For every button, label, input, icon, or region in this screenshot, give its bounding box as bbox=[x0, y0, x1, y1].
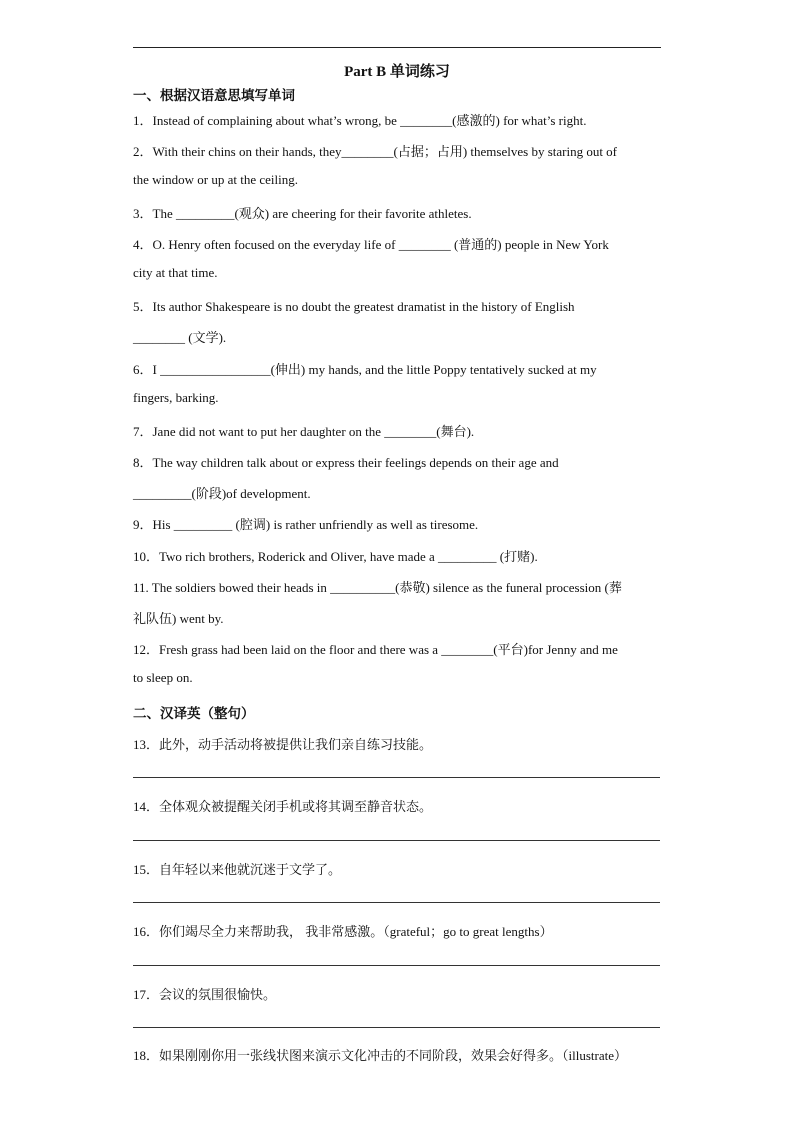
answer-line[interactable] bbox=[133, 965, 660, 966]
question-line: 3．The _________(观众) are cheering for their favorite athletes. bbox=[133, 206, 472, 221]
translation-item: 16．你们竭尽全力来帮助我， 我非常感激。（grateful；go to great lengths） bbox=[133, 924, 553, 939]
question-line: 1．Instead of complaining about what’s wrong, be ________(感激的) for what’s right. bbox=[133, 113, 587, 128]
question-line: city at that time. bbox=[133, 265, 218, 280]
question-line: 11. The soldiers bowed their heads in __________(恭敬) silence as the funeral procession (葬 bbox=[133, 580, 622, 595]
question-line: the window or up at the ceiling. bbox=[133, 172, 298, 187]
question-line: 12．Fresh grass had been laid on the floor and there was a ________(平台)for Jenny and me bbox=[133, 642, 618, 657]
page-title: Part B 单词练习 bbox=[344, 64, 450, 80]
top-rule bbox=[133, 47, 661, 48]
translation-item: 13．此外，动手活动将被提供让我们亲自练习技能。 bbox=[133, 737, 433, 752]
question-line: 6．I _________________(伸出) my hands, and the little Poppy tentatively sucked at my bbox=[133, 362, 597, 377]
question-line: 9．His _________ (腔调) is rather unfriendly as well as tiresome. bbox=[133, 517, 479, 532]
question-line: 礼队伍) went by. bbox=[133, 611, 224, 626]
question-line: 7．Jane did not want to put her daughter on the ________(舞台). bbox=[133, 424, 475, 439]
translation-item: 17．会议的氛围很愉快。 bbox=[133, 987, 277, 1002]
answer-line[interactable] bbox=[133, 777, 660, 778]
question-line: ________ (文学). bbox=[133, 330, 227, 345]
question-line: _________(阶段)of development. bbox=[133, 486, 311, 501]
answer-line[interactable] bbox=[133, 902, 660, 903]
answer-line[interactable] bbox=[133, 840, 660, 841]
question-line: 5．Its author Shakespeare is no doubt the greatest dramatist in the history of English bbox=[133, 299, 575, 314]
question-line: to sleep on. bbox=[133, 670, 193, 685]
question-line: 4．O. Henry often focused on the everyday life of ________ (普通的) people in New York bbox=[133, 237, 609, 252]
section2-heading: 二、汉译英（整句） bbox=[133, 706, 255, 721]
question-line: 8．The way children talk about or express their feelings depends on their age and bbox=[133, 455, 559, 470]
section1-heading: 一、根据汉语意思填写单词 bbox=[133, 88, 295, 103]
answer-line[interactable] bbox=[133, 1027, 660, 1028]
translation-item: 18．如果刚刚你用一张线状图来演示文化冲击的不同阶段，效果会好得多。（illustrate） bbox=[133, 1048, 627, 1063]
translation-item: 15．自年轻以来他就沉迷于文学了。 bbox=[133, 862, 342, 877]
question-line: fingers, barking. bbox=[133, 390, 219, 405]
question-line: 2．With their chins on their hands, they________(占据；占用) themselves by staring out of bbox=[133, 144, 618, 159]
translation-item: 14．全体观众被提醒关闭手机或将其调至静音状态。 bbox=[133, 799, 433, 814]
question-line: 10．Two rich brothers, Roderick and Oliver, have made a _________ (打赌). bbox=[133, 549, 538, 564]
